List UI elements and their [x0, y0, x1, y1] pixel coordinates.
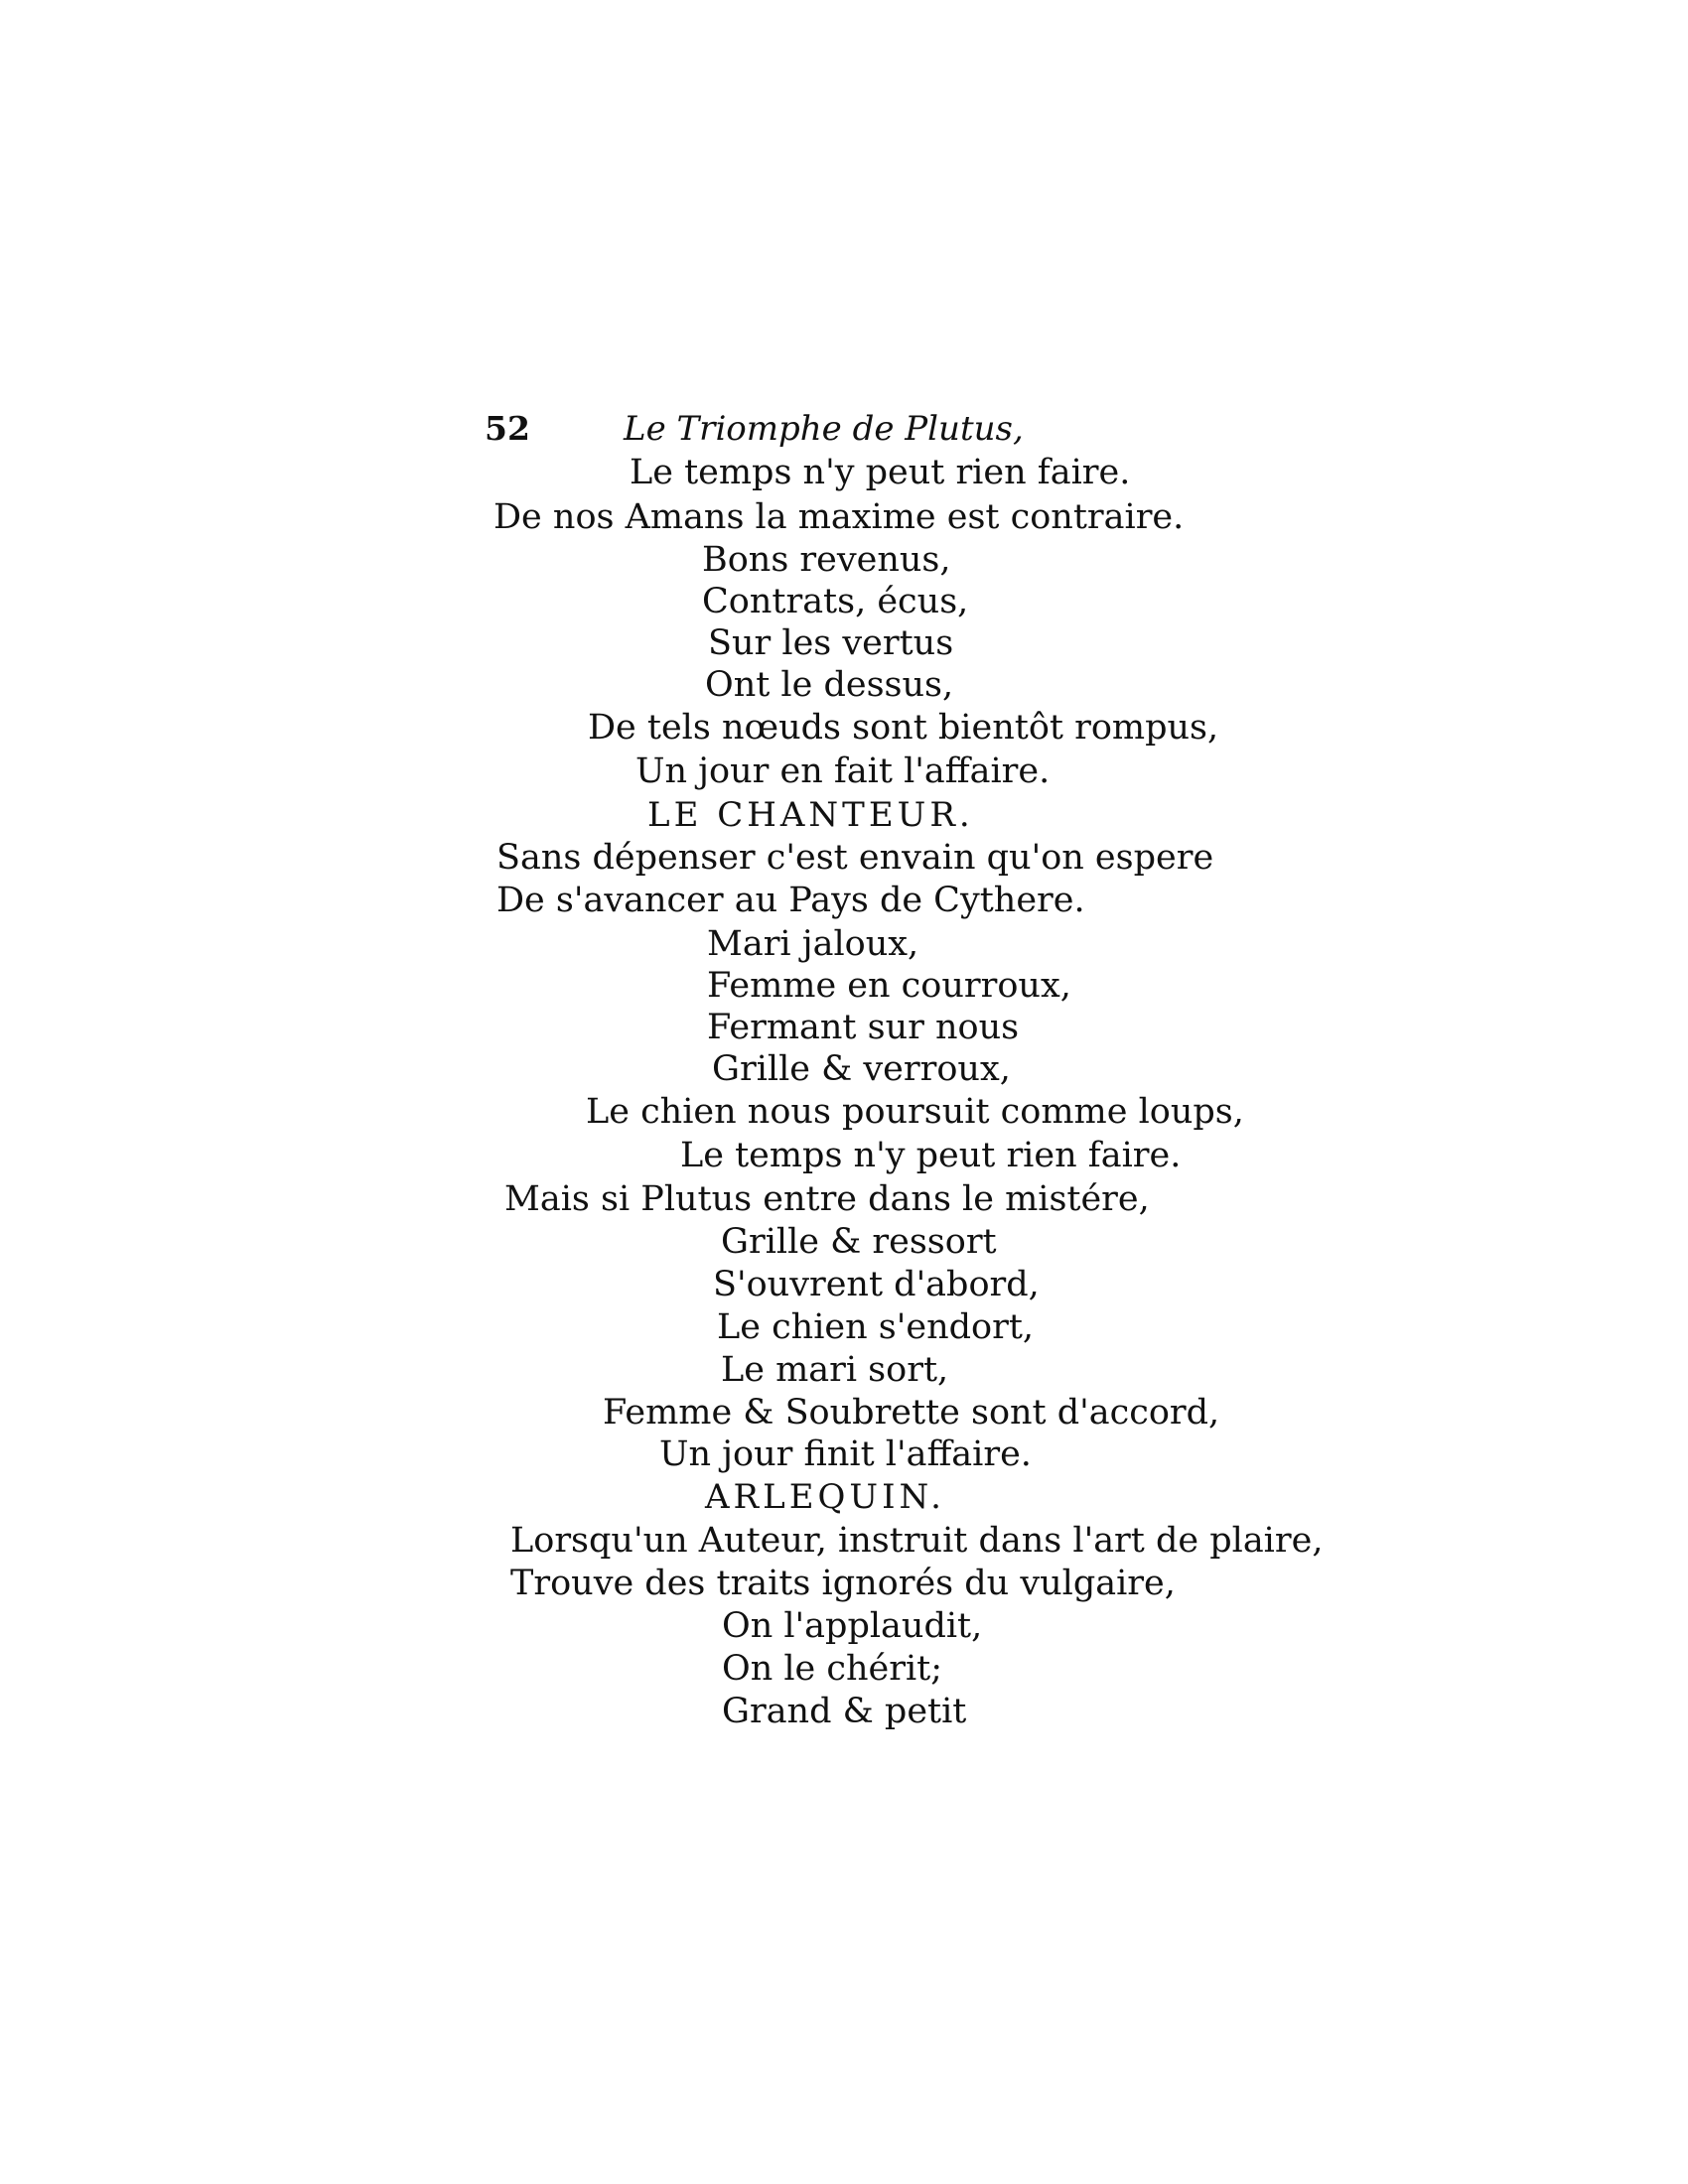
- verse-line: Grille & verroux,: [712, 1049, 1011, 1089]
- verse-line: Le temps n'y peut rien faire.: [680, 1136, 1182, 1175]
- verse-line: Lorsqu'un Auteur, instruit dans l'art de plaire,: [510, 1521, 1324, 1561]
- verse-line: Un jour en fait l'affaire.: [635, 751, 1051, 791]
- speaker-name: ARLEQUIN.: [705, 1477, 945, 1517]
- verse-line: S'ouvrent d'abord,: [713, 1265, 1040, 1304]
- verse-line: Grand & petit: [722, 1692, 967, 1731]
- verse-line: Trouve des traits ignorés du vulgaire,: [510, 1564, 1176, 1603]
- verse-line: De tels nœuds sont bientôt rompus,: [588, 708, 1219, 748]
- verse-line: Sans dépenser c'est envain qu'on espere: [496, 838, 1214, 878]
- page-header: [485, 405, 1041, 453]
- verse-line: Grille & ressort: [721, 1222, 997, 1262]
- verse-line: Le mari sort,: [721, 1350, 949, 1390]
- verse-line: Bons revenus,: [702, 540, 951, 580]
- verse-line: Sur les vertus: [708, 623, 954, 663]
- verse-line: Contrats, écus,: [702, 582, 969, 621]
- page-number: 52: [485, 409, 530, 448]
- verse-line: Mari jaloux,: [707, 924, 919, 964]
- verse-line: De nos Amans la maxime est contraire.: [493, 497, 1185, 537]
- verse-line: Un jour finit l'affaire.: [659, 1434, 1032, 1474]
- verse-line: Femme en courroux,: [707, 966, 1071, 1006]
- verse-line: Ont le dessus,: [705, 665, 954, 705]
- running-title: Le Triomphe de Plutus,: [624, 409, 1024, 449]
- verse-line: Le chien nous poursuit comme loups,: [586, 1092, 1244, 1132]
- speaker-name: LE CHANTEUR.: [647, 795, 974, 835]
- verse-line: Mais si Plutus entre dans le mistére,: [504, 1179, 1150, 1219]
- verse-line: Femme & Soubrette sont d'accord,: [603, 1393, 1220, 1433]
- verse-line: Le temps n'y peut rien faire.: [630, 453, 1131, 492]
- verse-line: Le chien s'endort,: [717, 1307, 1035, 1347]
- verse-line: On l'applaudit,: [722, 1606, 983, 1646]
- verse-line: De s'avancer au Pays de Cythere.: [496, 881, 1085, 920]
- verse-line: Fermant sur nous: [707, 1008, 1020, 1047]
- verse-line: On le chérit;: [722, 1649, 943, 1689]
